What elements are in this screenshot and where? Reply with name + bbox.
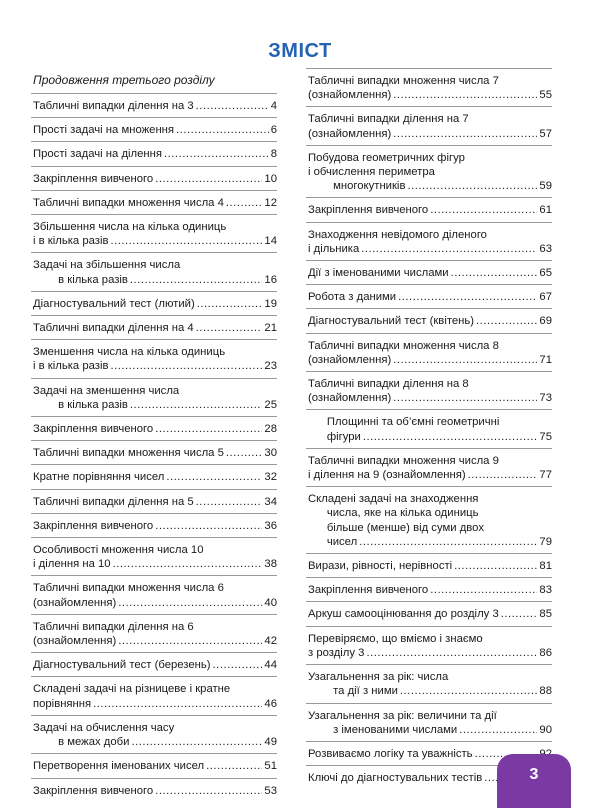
toc-entry-page: 59 (539, 180, 552, 193)
toc-entry-title-line: Табличні випадки множення числа 6 (33, 582, 224, 595)
toc-entry-title-line: Діагностувальний тест (березень) (33, 659, 211, 672)
toc-entry-page: 77 (539, 469, 552, 482)
toc-entry-page: 4 (270, 100, 277, 112)
toc-entry-title-line: Табличні випадки множення числа 4 (33, 196, 224, 209)
toc-entry (31, 166, 277, 190)
toc-entry-page: 28 (264, 423, 277, 436)
toc-entry-title-line: (ознайомлення) (308, 127, 392, 140)
toc-entry-title-line: Зменшення числа на кілька одиниць (33, 346, 226, 359)
toc-entry-page: 61 (539, 204, 552, 217)
dot-leader (197, 297, 263, 311)
section-subtitle: Продовження третього розділу (33, 73, 215, 87)
toc-entry-title-line: (ознайомлення) (308, 392, 392, 405)
toc-entry (31, 614, 277, 652)
toc-entry-title-line: в межах доби (33, 736, 130, 749)
dot-leader (366, 646, 537, 660)
dot-leader (196, 321, 263, 335)
toc-entry-title-line: в кілька разів (33, 273, 128, 286)
toc-entry (306, 409, 552, 447)
dot-leader (196, 99, 269, 113)
dot-leader (155, 784, 262, 798)
toc-entry (31, 715, 277, 753)
dot-leader (93, 697, 262, 711)
toc-entry-title-line: Вирази, рівності, нерівності (308, 560, 453, 573)
toc-entry (31, 440, 277, 464)
dot-leader (206, 759, 262, 773)
toc-entry (306, 577, 552, 601)
toc-entry (31, 513, 277, 537)
toc-entry-title-line: Розвиваємо логіку та уважність (308, 747, 473, 760)
toc-entry (306, 486, 552, 553)
page-number: 3 (529, 766, 539, 783)
dot-leader (398, 290, 537, 304)
toc-entry-title-line: Закріплення вивченого (33, 423, 154, 436)
dot-leader (213, 658, 263, 672)
toc-entry (31, 575, 277, 613)
toc-entry (306, 333, 552, 371)
toc-entry-page: 44 (264, 659, 277, 672)
toc-entry-page: 83 (539, 584, 552, 597)
dot-leader (226, 196, 263, 210)
toc-entry-page: 36 (264, 519, 277, 532)
toc-entry-title-line: і дільника (308, 242, 360, 255)
toc-entry-page: 86 (539, 646, 552, 659)
dot-leader (361, 242, 537, 256)
toc-entry-page: 63 (539, 242, 552, 255)
toc-entry-page: 30 (264, 447, 277, 460)
toc-entry (31, 252, 277, 290)
toc-entry-page: 8 (270, 148, 277, 161)
toc-entry-title-line: Особливості множення числа 10 (33, 544, 204, 557)
page-number-badge (497, 754, 571, 808)
dot-leader (113, 557, 263, 571)
toc-entry-title-line: (ознайомлення) (308, 353, 392, 366)
toc-entry-title-line: в кілька разів (33, 398, 128, 411)
toc-entry-title-line: порівняння (33, 697, 92, 710)
toc-entry-title-line: Закріплення вивченого (33, 784, 154, 797)
dot-leader (400, 684, 538, 698)
toc-entry-page: 16 (264, 273, 277, 286)
toc-entry-page: 49 (264, 736, 277, 749)
dot-leader (393, 353, 537, 367)
toc-entry-page: 90 (539, 723, 552, 736)
toc-entry-page: 53 (264, 784, 277, 797)
toc-entry-page: 21 (264, 322, 277, 335)
dot-leader (476, 314, 537, 328)
toc-entry (306, 284, 552, 308)
toc-entry-title-line: Перевіряємо, що вміємо і знаємо (308, 632, 483, 645)
toc-entry-page: 32 (264, 471, 277, 484)
toc-left-column (31, 68, 277, 802)
toc-entry-title-line: Діагностувальний тест (квітень) (308, 315, 475, 328)
toc-entry-title-line: Кратне порівняння чисел (33, 471, 165, 484)
dot-leader (501, 607, 538, 621)
toc-entry (31, 416, 277, 440)
toc-entry-title-line: і в кілька разів (33, 360, 109, 373)
toc-entry-title-line: Аркуш самооцінювання до розділу 3 (308, 608, 499, 621)
toc-entry (306, 601, 552, 625)
toc-entry-title-line: Ключі до діагностувальних тестів (308, 772, 483, 785)
toc-entry-title-line: та дії з ними (308, 685, 398, 698)
toc-entry-title-line: Робота з даними (308, 291, 397, 304)
toc-entry-page: 25 (264, 398, 277, 411)
toc-entry-title-line: і обчислення периметра (308, 166, 435, 179)
toc-entry (306, 145, 552, 198)
toc-entry (306, 106, 552, 144)
toc-entry (31, 676, 277, 714)
toc-entry-page: 81 (539, 560, 552, 573)
toc-entry-title-line: Перетворення іменованих чисел (33, 760, 205, 773)
dot-leader (226, 446, 263, 460)
dot-leader (451, 266, 538, 280)
toc-entry-title-line: Площинні та об’ємні геометричні (308, 416, 500, 429)
dot-leader (393, 88, 537, 102)
toc-entry-page: 75 (539, 430, 552, 443)
toc-entry-page: 73 (539, 392, 552, 405)
toc-entry (31, 753, 277, 777)
toc-entry-page: 67 (539, 291, 552, 304)
dot-leader (393, 127, 537, 141)
toc-entry-title-line: Узагальнення за рік: числа (308, 671, 449, 684)
dot-leader (118, 596, 262, 610)
toc-entry-title-line: Табличні випадки ділення на 7 (308, 113, 469, 126)
dot-leader (130, 273, 263, 287)
toc-entry (31, 464, 277, 488)
toc-entry (306, 197, 552, 221)
toc-entry (306, 260, 552, 284)
toc-entry (31, 141, 277, 165)
dot-leader (110, 359, 262, 373)
dot-leader (130, 398, 263, 412)
dot-leader (155, 422, 262, 436)
dot-leader (430, 203, 537, 217)
toc-entry-title-line: Задачі на збільшення числа (33, 259, 181, 272)
toc-entry-title-line: Діагностувальний тест (лютий) (33, 297, 195, 310)
toc-entry-title-line: (ознайомлення) (33, 596, 117, 609)
toc-entry (306, 448, 552, 486)
toc-entry-title-line: і в кілька разів (33, 235, 109, 248)
toc-entry-title-line: Табличні випадки множення числа 8 (308, 339, 499, 352)
toc-entry-title-line: Складені задачі на знаходження (308, 493, 479, 506)
toc-entry (306, 626, 552, 664)
toc-entry-page: 38 (264, 558, 277, 571)
toc-right-column (306, 68, 552, 789)
toc-entry-title-line: і ділення на 10 (33, 558, 111, 571)
toc-entry-title-line: Прості задачі на ділення (33, 148, 163, 161)
toc-entry (31, 190, 277, 214)
toc-entry-title-line: Узагальнення за рік: величини та дії (308, 709, 497, 722)
toc-entry-page: 57 (539, 127, 552, 140)
toc-entry-page: 69 (539, 315, 552, 328)
toc-entry (31, 652, 277, 676)
dot-leader (393, 391, 537, 405)
toc-entry-title-line: Задачі на зменшення числа (33, 384, 180, 397)
toc-entry (306, 553, 552, 577)
toc-entry-title-line: Табличні випадки ділення на 8 (308, 378, 469, 391)
toc-entry-page: 23 (264, 360, 277, 373)
dot-leader (166, 470, 262, 484)
toc-entry-page: 88 (539, 685, 552, 698)
toc-entry (31, 778, 277, 802)
toc-entry-title-line: (ознайомлення) (308, 89, 392, 102)
toc-entry-title-line: Складені задачі на різницеве і кратне (33, 683, 231, 696)
toc-entry-title-line: фігури (308, 430, 361, 443)
toc-entry-title-line: Табличні випадки ділення на 4 (33, 322, 194, 335)
dot-leader (118, 634, 262, 648)
toc-entry-title-line: Закріплення вивченого (33, 519, 154, 532)
toc-entry-page: 79 (539, 535, 552, 548)
dot-leader (430, 583, 537, 597)
toc-entry-title-line: Побудова геометричних фігур (308, 151, 465, 164)
dot-leader (155, 519, 262, 533)
toc-entry-page: 51 (264, 760, 277, 773)
toc-entry-title-line: Дії з іменованими числами (308, 267, 449, 280)
toc-entry (31, 378, 277, 416)
toc-entry-page: 55 (539, 89, 552, 102)
toc-entry-page: 34 (264, 495, 277, 508)
toc-entry (306, 371, 552, 409)
dot-leader (363, 430, 538, 444)
toc-entry-page: 6 (270, 124, 277, 137)
toc-entry-page: 42 (264, 635, 277, 648)
toc-entry-page: 10 (264, 172, 277, 185)
toc-entry-title-line: Табличні випадки множення числа 7 (308, 75, 499, 87)
dot-leader (164, 147, 269, 161)
toc-entry (31, 489, 277, 513)
toc-entry (31, 315, 277, 339)
toc-entry (306, 68, 552, 106)
toc-entry-title-line: з розділу 3 (308, 646, 365, 659)
toc-entry-title-line: (ознайомлення) (33, 635, 117, 648)
dot-leader (110, 234, 262, 248)
toc-entry (31, 117, 277, 141)
toc-entry-title-line: Табличні випадки ділення на 3 (33, 100, 194, 112)
dot-leader (176, 123, 269, 137)
dot-leader (131, 735, 262, 749)
toc-entry-title-line: більше (менше) від суми двох (308, 521, 484, 534)
page-title: ЗМІСТ (268, 40, 332, 62)
dot-leader (468, 468, 538, 482)
dot-leader (454, 559, 537, 573)
toc-entry-title-line: Задачі на обчислення часу (33, 721, 175, 734)
toc-entry-title-line: чисел (308, 535, 358, 548)
toc-entry-title-line: Табличні випадки ділення на 5 (33, 495, 194, 508)
toc-entry-page: 85 (539, 608, 552, 621)
toc-entry-page: 65 (539, 267, 552, 280)
toc-entry (306, 222, 552, 260)
toc-entry-title-line: Закріплення вивченого (308, 584, 429, 597)
toc-entry (306, 664, 552, 702)
dot-leader (407, 179, 537, 193)
toc-entry-page: 71 (539, 353, 552, 366)
toc-entry-title-line: многокутників (308, 180, 406, 193)
toc-entry-title-line: Табличні випадки множення числа 5 (33, 447, 224, 460)
toc-entry-title-line: Табличні випадки множення числа 9 (308, 454, 499, 467)
toc-entry (306, 703, 552, 741)
toc-entry (306, 308, 552, 332)
toc-entry-title-line: Збільшення числа на кілька одиниць (33, 221, 227, 234)
toc-entry (31, 291, 277, 315)
toc-entry-page: 12 (264, 196, 277, 209)
toc-entry-title-line: Табличні випадки ділення на 6 (33, 620, 194, 633)
toc-entry-title-line: з іменованими числами (308, 723, 458, 736)
toc-entry-title-line: і ділення на 9 (ознайомлення) (308, 469, 466, 482)
toc-entry-page: 19 (264, 297, 277, 310)
dot-leader (155, 172, 262, 186)
toc-entry (31, 214, 277, 252)
dot-leader (359, 535, 537, 549)
toc-entry-page: 46 (264, 697, 277, 710)
toc-entry-title-line: числа, яке на кілька одиниць (308, 507, 479, 520)
toc-entry-page: 40 (264, 596, 277, 609)
toc-entry-title-line: Прості задачі на множення (33, 124, 175, 137)
toc-entry (31, 537, 277, 575)
toc-entry (31, 339, 277, 377)
toc-entry-title-line: Закріплення вивченого (308, 204, 429, 217)
toc-entry-page: 14 (264, 235, 277, 248)
toc-entry-title-line: Закріплення вивченого (33, 172, 154, 185)
toc-entry-title-line: Знаходження невідомого діленого (308, 228, 487, 241)
dot-leader (459, 723, 537, 737)
dot-leader (196, 495, 263, 509)
toc-entry (31, 93, 277, 117)
